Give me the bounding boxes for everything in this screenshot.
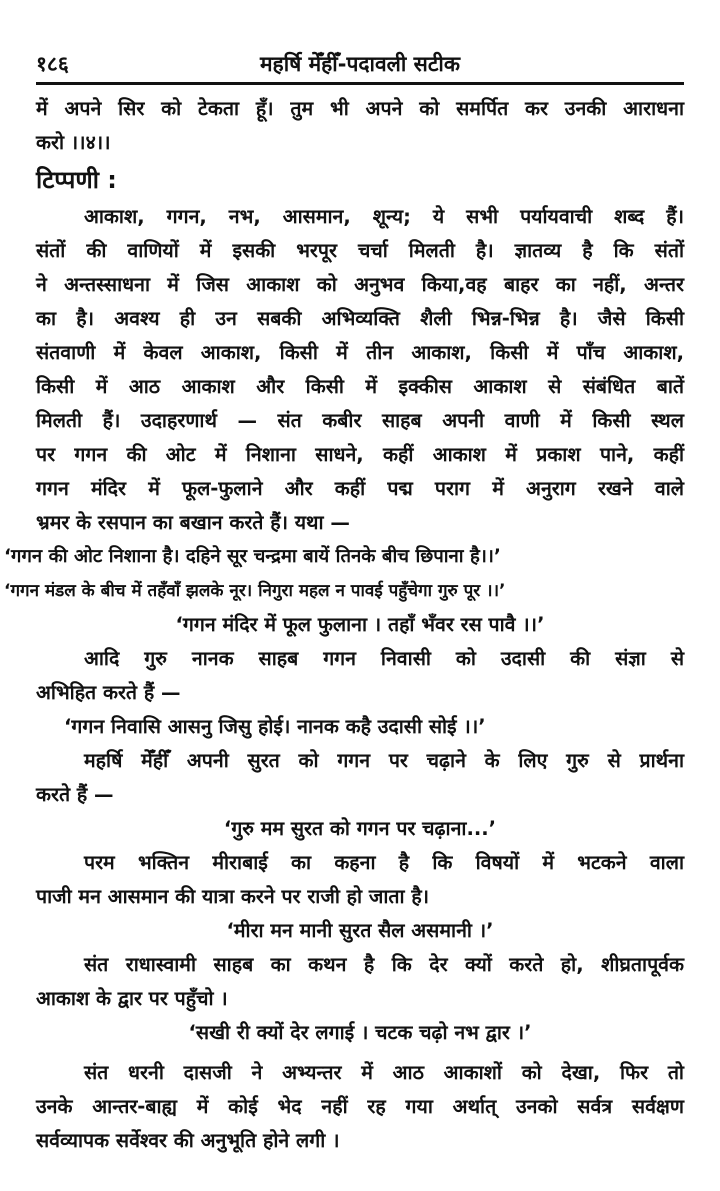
text-line: करो ।।४।। xyxy=(36,131,111,154)
body-text xyxy=(4,92,684,1158)
text-line: में अपने सिर को टेकता हूँ। तुम भी अपने को समर्पित कर उनकी आराधना xyxy=(36,97,684,120)
text-line: पाजी मन आसमान की यात्रा करने पर राजी हो जाता है। xyxy=(36,885,430,908)
text-line: अभिहित करते हैं — xyxy=(36,681,181,704)
text-line: सर्वव्यापक सर्वेश्वर की अनुभूति होने लगी । xyxy=(36,1129,340,1152)
text-line: संत राधास्वामी साहब का कथन है कि देर क्यों करते हो, शीघ्रतापूर्वक xyxy=(84,953,684,976)
quote-line: ‘गुरु मम सुरत को गगन पर चढ़ाना...’ xyxy=(223,817,497,840)
text-line: संत धरनी दासजी ने अभ्यन्तर में आठ आकाशों को देखा, फिर तो xyxy=(84,1061,684,1084)
text-line: मिलती हैं। उदाहरणार्थ — संत कबीर साहब अपनी वाणी में किसी स्थल xyxy=(36,409,684,432)
running-title: महर्षि मेँहीँ-पदावली सटीक xyxy=(260,52,460,76)
quote-line: ‘गगन की ओट निशाना है। दहिने सूर चन्द्रमा बायें तिनके बीच छिपाना है।।’ xyxy=(4,546,501,567)
page-header xyxy=(36,44,684,80)
quote-line: ‘गगन निवासि आसनु जिसु होई। नानक कहै उदासी सोई ।।’ xyxy=(64,715,486,738)
text-line: संतवाणी में केवल आकाश, किसी में तीन आकाश, किसी में पाँच आकाश, xyxy=(36,341,684,364)
quote-line: ‘गगन मंडल के बीच में तहँवाँ झलके नूर। निगुरा महल न पावई पहुँचेगा गुरु पूर ।।’ xyxy=(4,581,506,601)
text-line: किसी में आठ आकाश और किसी में इक्कीस आकाश से संबंधित बातें xyxy=(36,375,684,398)
text-line: का है। अवश्य ही उन सबकी अभिव्यक्ति शैली भिन्न-भिन्न है। जैसे किसी xyxy=(36,307,684,330)
text-line: करते हैं — xyxy=(36,783,114,806)
quote-line: ‘सखी री क्यों देर लगाई । चटक चढ़ो नभ द्वार ।’ xyxy=(188,1021,532,1044)
text-line: महर्षि मेँहीँ अपनी सुरत को गगन पर चढ़ाने के लिए गुरु से प्रार्थना xyxy=(84,749,684,772)
text-line: संतों की वाणियों में इसकी भरपूर चर्चा मिलती है। ज्ञातव्य है कि संतों xyxy=(36,239,684,262)
text-line: आदि गुरु नानक साहब गगन निवासी को उदासी की संज्ञा से xyxy=(84,647,684,670)
quote-line: ‘मीरा मन मानी सुरत सैल असमानी ।’ xyxy=(226,919,494,942)
page-number: १८६ xyxy=(36,52,69,76)
text-line: परम भक्तिन मीराबाई का कहना है कि विषयों में भटकने वाला xyxy=(84,851,684,874)
section-heading: टिप्पणी : xyxy=(36,166,117,194)
text-line: गगन मंदिर में फूल-फुलाने और कहीं पद्म पराग में अनुराग रखने वाले xyxy=(36,477,684,500)
text-line: आकाश के द्वार पर पहुँचो । xyxy=(36,987,228,1010)
text-line: पर गगन की ओट में निशाना साधने, कहीं आकाश में प्रकाश पाने, कहीं xyxy=(36,443,684,466)
text-line: ने अन्तस्साधना में जिस आकाश को अनुभव किया,वह बाहर का नहीं, अन्तर xyxy=(36,273,684,296)
text-line: भ्रमर के रसपान का बखान करते हैं। यथा — xyxy=(36,511,350,534)
text-line: उनके आन्तर-बाह्य में कोई भेद नहीं रह गया अर्थात् उनको सर्वत्र सर्वक्षण xyxy=(36,1095,684,1118)
header-rule xyxy=(36,82,684,85)
quote-line: ‘गगन मंदिर में फूल फुलाना । तहाँ भँवर रस पावै ।।’ xyxy=(175,613,545,636)
text-line: आकाश, गगन, नभ, आसमान, शून्य; ये सभी पर्यायवाची शब्द हैं। xyxy=(84,205,684,228)
